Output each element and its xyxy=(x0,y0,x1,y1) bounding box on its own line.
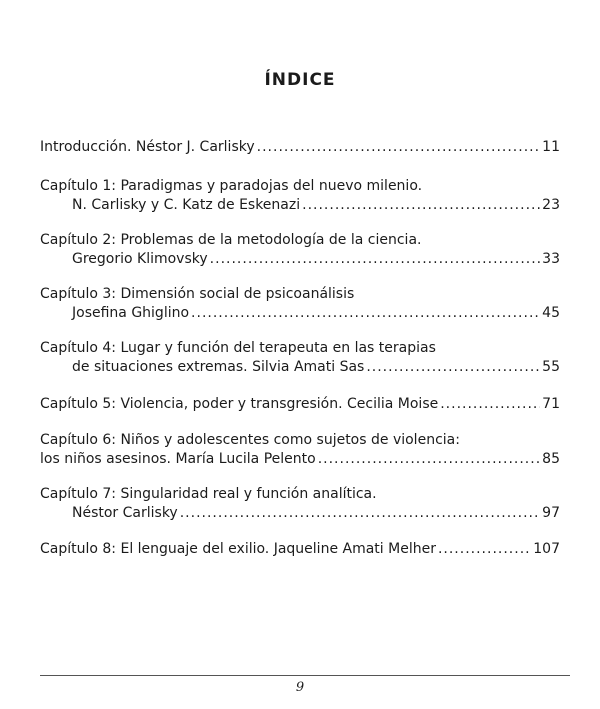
toc-entry-text: Capítulo 5: Violencia, poder y transgresión. Cecilia Moise xyxy=(40,396,439,412)
toc-page-number: 23 xyxy=(542,197,560,213)
dot-leader xyxy=(438,540,531,559)
dot-leader xyxy=(302,196,540,215)
toc-page-number: 33 xyxy=(542,251,560,267)
toc-entry-capitulo-5 xyxy=(40,395,560,414)
dot-leader xyxy=(191,304,540,323)
page-title: ÍNDICE xyxy=(264,70,336,90)
toc-entry-text: Capítulo 2: Problemas de la metodología de la ciencia. xyxy=(40,232,422,248)
toc-page-number: 85 xyxy=(542,451,560,467)
dot-leader xyxy=(210,250,541,269)
toc-page-number: 97 xyxy=(542,505,560,521)
toc-entry-text: Capítulo 7: Singularidad real y función analítica. xyxy=(40,486,377,502)
page-number: 9 xyxy=(295,680,305,695)
dot-leader xyxy=(180,504,540,523)
dot-leader xyxy=(318,450,540,469)
toc-entry-author: de situaciones extremas. Silvia Amati Sas xyxy=(72,359,365,375)
table-of-contents xyxy=(40,138,560,559)
toc-entry-capitulo-6 xyxy=(40,431,560,469)
toc-entry-author: Gregorio Klimovsky xyxy=(72,251,208,267)
footer-divider xyxy=(40,675,570,676)
toc-page-number: 107 xyxy=(533,541,560,557)
toc-entry-capitulo-3 xyxy=(40,285,560,323)
dot-leader xyxy=(366,358,540,377)
toc-entry-capitulo-4 xyxy=(40,339,560,377)
toc-page-number: 55 xyxy=(542,359,560,375)
toc-entry-author: N. Carlisky y C. Katz de Eskenazi xyxy=(72,197,301,213)
dot-leader xyxy=(257,138,541,157)
toc-entry-capitulo-1 xyxy=(40,177,560,215)
toc-entry-author: Josefina Ghiglino xyxy=(72,305,190,321)
toc-page-number: 11 xyxy=(542,139,560,155)
dot-leader xyxy=(440,395,540,414)
toc-entry-capitulo-2 xyxy=(40,231,560,269)
toc-entry-capitulo-7 xyxy=(40,485,560,523)
toc-entry-introduccion xyxy=(40,138,560,157)
toc-page-number: 45 xyxy=(542,305,560,321)
toc-entry-text: Capítulo 8: El lenguaje del exilio. Jaqueline Amati Melher xyxy=(40,541,436,557)
toc-entry-author: Néstor Carlisky xyxy=(72,505,178,521)
toc-entry-text: Capítulo 1: Paradigmas y paradojas del nuevo milenio. xyxy=(40,178,423,194)
toc-entry-text: Capítulo 3: Dimensión social de psicoanálisis xyxy=(40,286,355,302)
toc-entry-capitulo-8 xyxy=(40,540,560,559)
toc-page-number: 71 xyxy=(542,396,560,412)
toc-entry-text: Capítulo 4: Lugar y función del terapeuta en las terapias xyxy=(40,340,436,356)
toc-entry-author: los niños asesinos. María Lucila Pelento xyxy=(40,451,316,467)
toc-entry-text: Introducción. Néstor J. Carlisky xyxy=(40,139,255,155)
toc-entry-text: Capítulo 6: Niños y adolescentes como sujetos de violencia: xyxy=(40,432,460,448)
